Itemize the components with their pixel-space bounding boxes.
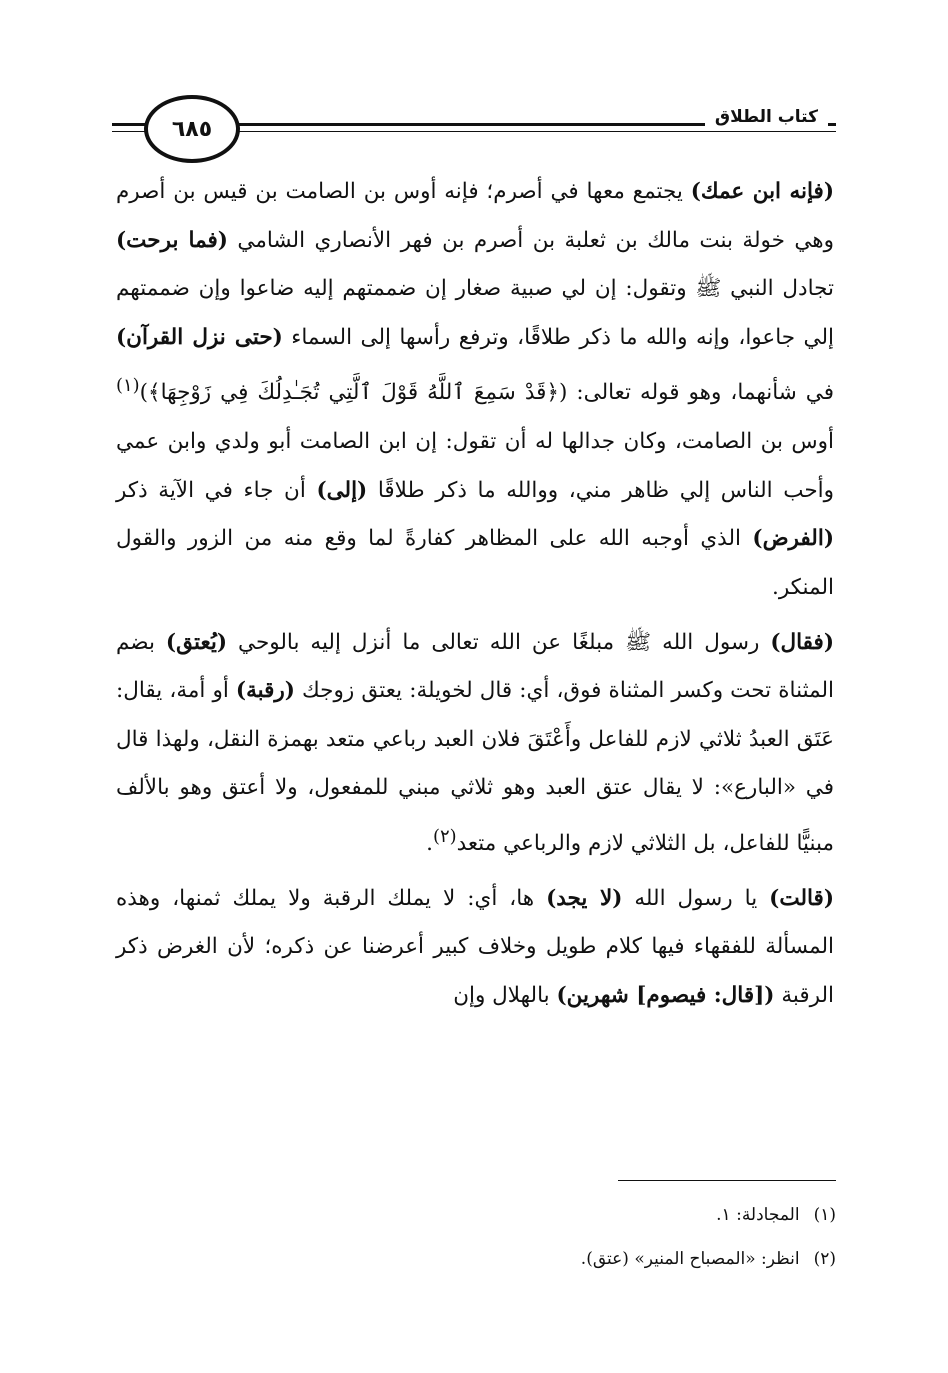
paragraph [116, 875, 834, 1021]
text-run: تجادل النبي ﷺ وتقول: إن لي صبية صغار إن ضممتهم إليه ضاعوا وإن ضممتهم إلي جاعوا، وإنه والله ما ذكر طلاقًا، وترفع رأسها إلى السماء [116, 276, 834, 350]
bold-phrase: (فقال) [770, 629, 834, 655]
text-run: رسول الله ﷺ مبلغًا عن الله تعالى ما أنزل إليه بالوحي [227, 629, 771, 655]
footnote-text: انظر: «المصباح المنير» (عتق). [580, 1249, 800, 1269]
bold-phrase: (قالت) [769, 885, 834, 911]
text-run: . [426, 831, 433, 857]
text-run: يا رسول الله [622, 885, 770, 911]
paragraph [116, 168, 834, 613]
text-run: بضم المثناة تحت وكسر المثناة فوق، أي: قال لخويلة: يعتق زوجك [116, 629, 835, 704]
footnote-text: المجادلة: ١. [716, 1205, 800, 1225]
footnote-separator [618, 1180, 836, 1181]
page-header [112, 95, 836, 163]
chapter-title: كتاب الطلاق [705, 107, 828, 127]
footnote-ref: (٢) [433, 825, 457, 847]
bold-phrase: (يُعتق) [165, 629, 228, 655]
text-run: الذي أوجبه الله على المظاهر كفارةً لما وقع منه من الزور والقول المنكر. [116, 526, 834, 600]
footnote-number: (١) [813, 1205, 836, 1225]
text-run: أوس بن الصامت، وكان جدالها له أن تقول: إن ابن الصامت أبو ولدي وابن عمي وأحب الناس إلي ظاهر مني، ووالله ما ذكر طلاقًا [116, 429, 834, 503]
page-number: ٦٨٥ [144, 95, 240, 163]
bold-phrase: (رقبة) [235, 678, 295, 704]
bold-phrase: (فما برحت) [116, 227, 228, 253]
text-run: يجتمع معها في أصرم؛ فإنه أوس بن الصامت بن قيس بن أصرم وهي خولة بنت مالك بن ثعلبة بن أصرم بن فهر الأنصاري الشامي [116, 179, 834, 253]
footnote [116, 1237, 836, 1281]
text-run: في شأنهما، وهو قوله تعالى: (﴿قَدْ سَمِعَ ٱللَّهُ قَوْلَ ٱلَّتِي تُجَـٰدِلُكَ فِي زَوْجِهَا﴾) [139, 380, 834, 406]
footnote [116, 1193, 836, 1237]
text-run: أن جاء في الآية ذكر [116, 477, 317, 503]
text-run: بالهلال وإن [453, 982, 557, 1008]
paragraph [116, 619, 834, 869]
text-run: أو أمة، يقال: عَتَق العبدُ ثلاثي لازم للفاعل وأَعْتَقَ فلان العبد رباعي متعد بهمزة النقل، ولهذا قال في «البارع»: لا يقال عتق العبد وهو ثلاثي مبني للمفعول، ولا أعتق وهو بالألف مبنيًّا للفاعل، بل الثلاثي لازم والرباعي متعد [116, 678, 834, 857]
bold-phrase: (الفرض) [752, 526, 834, 552]
bold-phrase: (فإنه ابن عمك) [690, 179, 835, 204]
bold-phrase: ([قال: فيصوم] شهرين) [556, 982, 775, 1008]
footnote-ref: (١) [116, 375, 140, 397]
bold-phrase: (حتى نزل القرآن) [116, 324, 283, 350]
main-text [116, 168, 834, 1020]
footnote-number: (٢) [813, 1249, 836, 1269]
bold-phrase: (لا يجد) [546, 885, 623, 911]
bold-phrase: (إلى) [316, 477, 368, 503]
text-run: ها، أي: لا يملك الرقبة ولا يملك ثمنها، وهذه المسألة للفقهاء فيها كلام طويل وخلاف كبير أعرضنا عن ذكره؛ لأن الغرض ذكر الرقبة [116, 885, 834, 1008]
footnotes [116, 1193, 836, 1281]
